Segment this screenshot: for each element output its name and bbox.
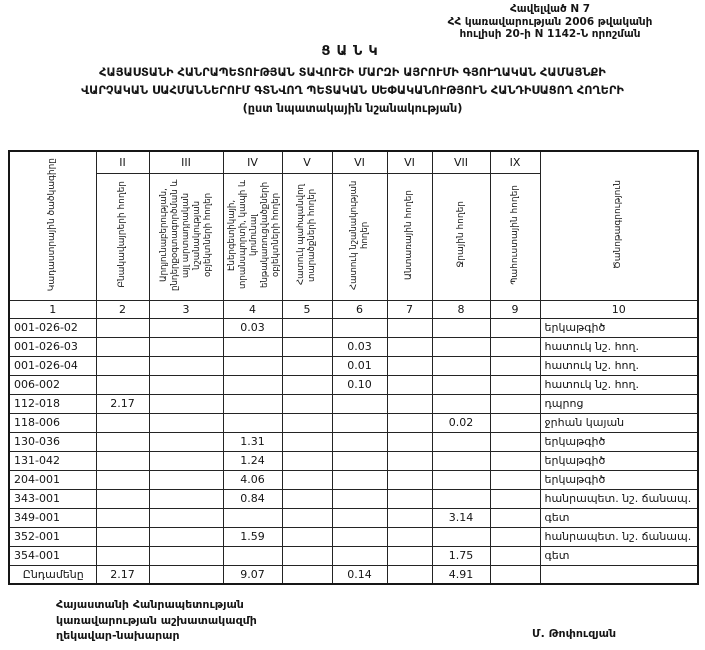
forest-lands-label: Անտառային հողեր <box>404 189 414 280</box>
area-value-cell-col8 <box>432 527 490 546</box>
cadastral-code-cell: 343-001 <box>9 489 96 508</box>
area-value-cell-col7 <box>387 546 432 565</box>
area-value-cell-col6 <box>332 470 387 489</box>
area-value-cell-col3 <box>149 432 223 451</box>
area-value-cell-col5 <box>282 565 332 584</box>
table-row <box>9 375 698 394</box>
column-number-2: 2 <box>96 300 149 318</box>
area-value-cell-col7 <box>387 394 432 413</box>
note-header-label: Ծանոթագրություն <box>613 179 624 269</box>
signatory-line-1: Հայաստանի Հանրապետության <box>56 598 244 611</box>
area-value-cell-col3 <box>149 508 223 527</box>
area-value-cell-col7 <box>387 337 432 356</box>
roman-numeral-col2: II <box>96 151 149 173</box>
appendix-line-3: հուլիսի 20-ի N 1142-Ն որոշման <box>459 28 641 40</box>
area-value-cell-col6 <box>332 508 387 527</box>
cadastral-code-cell: 006-002 <box>9 375 96 394</box>
water-lands-label: Ջրային հողեր <box>455 201 466 268</box>
area-value-cell-col5 <box>282 527 332 546</box>
reserve-lands-label: Պահուստային հողեր <box>509 184 520 285</box>
area-value-cell-col8 <box>432 489 490 508</box>
area-value-cell-col4: 0.03 <box>223 318 282 337</box>
cadastral-code-cell: 112-018 <box>9 394 96 413</box>
area-value-cell-col6 <box>332 394 387 413</box>
page-title: ՑԱՆԿ <box>321 44 384 59</box>
cadastral-code-cell: 001-026-02 <box>9 318 96 337</box>
note-cell: երկաթգիծ <box>540 470 698 489</box>
column-number-8: 8 <box>432 300 490 318</box>
table-row <box>9 318 698 337</box>
area-value-cell-col3 <box>149 356 223 375</box>
roman-numeral-col7: VI <box>387 151 432 173</box>
area-value-cell-col4 <box>223 546 282 565</box>
roman-numeral-col8: VII <box>432 151 490 173</box>
signatory-block <box>56 597 257 644</box>
area-value-cell-col4 <box>223 356 282 375</box>
area-value-cell-col6: 0.14 <box>332 565 387 584</box>
note-cell: հանրապետ. նշ. ճանապ. <box>540 489 698 508</box>
area-value-cell-col5 <box>282 318 332 337</box>
area-value-cell-col8: 1.75 <box>432 546 490 565</box>
area-value-cell-col6: 0.10 <box>332 375 387 394</box>
roman-numeral-col6: VI <box>332 151 387 173</box>
area-value-cell-col5 <box>282 470 332 489</box>
area-value-cell-col2 <box>96 527 149 546</box>
column-header-reserve-lands <box>490 173 540 300</box>
cadastral-code-cell: 118-006 <box>9 413 96 432</box>
column-number-1: 1 <box>9 300 96 318</box>
area-value-cell-col5 <box>282 489 332 508</box>
area-value-cell-col5 <box>282 508 332 527</box>
area-value-cell-col6 <box>332 413 387 432</box>
area-value-cell-col6 <box>332 432 387 451</box>
area-value-cell-col2 <box>96 318 149 337</box>
area-value-cell-col4: 1.24 <box>223 451 282 470</box>
area-value-cell-col8 <box>432 432 490 451</box>
area-value-cell-col9 <box>490 565 540 584</box>
column-header-settlement-lands <box>96 173 149 300</box>
table-row <box>9 413 698 432</box>
area-value-cell-col2: 2.17 <box>96 565 149 584</box>
note-cell: երկաթգիծ <box>540 451 698 470</box>
area-value-cell-col3 <box>149 470 223 489</box>
cadastral-code-cell: 001-026-03 <box>9 337 96 356</box>
area-value-cell-col9 <box>490 508 540 527</box>
area-value-cell-col2 <box>96 546 149 565</box>
area-value-cell-col2 <box>96 337 149 356</box>
settlement-lands-label: Բնակավայրերի հողեր <box>117 181 127 288</box>
area-value-cell-col9 <box>490 546 540 565</box>
area-value-cell-col9 <box>490 413 540 432</box>
area-value-cell-col7 <box>387 508 432 527</box>
area-value-cell-col7 <box>387 489 432 508</box>
area-value-cell-col8: 3.14 <box>432 508 490 527</box>
table-row <box>9 527 698 546</box>
area-value-cell-col4 <box>223 508 282 527</box>
area-value-cell-col5 <box>282 451 332 470</box>
area-value-cell-col2 <box>96 432 149 451</box>
column-number-6: 6 <box>332 300 387 318</box>
area-value-cell-col7 <box>387 470 432 489</box>
area-value-cell-col3 <box>149 546 223 565</box>
area-value-cell-col2: 2.17 <box>96 394 149 413</box>
area-value-cell-col3 <box>149 413 223 432</box>
area-value-cell-col5 <box>282 413 332 432</box>
area-value-cell-col5 <box>282 356 332 375</box>
cadastral-code-cell: 001-026-04 <box>9 356 96 375</box>
area-value-cell-col8 <box>432 451 490 470</box>
area-value-cell-col6 <box>332 527 387 546</box>
roman-numeral-col5: V <box>282 151 332 173</box>
cadastral-code-cell: 131-042 <box>9 451 96 470</box>
column-header-industrial-lands <box>149 173 223 300</box>
column-header-note <box>540 151 698 300</box>
table-row <box>9 508 698 527</box>
area-value-cell-col6 <box>332 489 387 508</box>
area-value-cell-col8 <box>432 337 490 356</box>
area-value-cell-col6: 0.01 <box>332 356 387 375</box>
area-value-cell-col3 <box>149 375 223 394</box>
area-value-cell-col8 <box>432 394 490 413</box>
area-value-cell-col2 <box>96 413 149 432</box>
column-header-special-purpose-lands <box>332 173 387 300</box>
area-value-cell-col3 <box>149 489 223 508</box>
column-number-3: 3 <box>149 300 223 318</box>
industrial-lands-label: Արդյունաբերության, ընդերքօգտագործման և այլ արտադրական նշանակության օբյեկտների հողեր <box>158 178 213 291</box>
area-value-cell-col9 <box>490 394 540 413</box>
area-value-cell-col4 <box>223 394 282 413</box>
cadastral-code-header-label: Կադաստրային ծածկագիրը <box>47 157 58 291</box>
note-cell: դպրոց <box>540 394 698 413</box>
signatory-line-3: ղեկավար-նախարար <box>56 629 180 642</box>
area-value-cell-col4: 1.31 <box>223 432 282 451</box>
column-header-forest-lands <box>387 173 432 300</box>
cadastral-code-cell: 354-001 <box>9 546 96 565</box>
cadastral-code-cell: 349-001 <box>9 508 96 527</box>
area-value-cell-col3 <box>149 527 223 546</box>
table-row <box>9 451 698 470</box>
note-cell: գետ <box>540 508 698 527</box>
area-value-cell-col6: 0.03 <box>332 337 387 356</box>
roman-numeral-row <box>9 151 698 173</box>
area-value-cell-col8 <box>432 375 490 394</box>
roman-numeral-col4: IV <box>223 151 282 173</box>
note-cell: հատուկ նշ. հող. <box>540 356 698 375</box>
cadastral-code-cell: 204-001 <box>9 470 96 489</box>
cadastral-code-cell: 352-001 <box>9 527 96 546</box>
appendix-line-2: ՀՀ կառավարության 2006 թվականի <box>447 15 653 28</box>
table-row <box>9 394 698 413</box>
column-number-7: 7 <box>387 300 432 318</box>
column-header-protected-lands <box>282 173 332 300</box>
area-value-cell-col9 <box>490 318 540 337</box>
column-number-9: 9 <box>490 300 540 318</box>
area-value-cell-col4: 1.59 <box>223 527 282 546</box>
table-row <box>9 470 698 489</box>
area-value-cell-col9 <box>490 470 540 489</box>
table-row <box>9 356 698 375</box>
area-value-cell-col4: 0.84 <box>223 489 282 508</box>
area-value-cell-col5 <box>282 337 332 356</box>
area-value-cell-col8 <box>432 356 490 375</box>
area-value-cell-col8: 4.91 <box>432 565 490 584</box>
table-row <box>9 546 698 565</box>
area-value-cell-col7 <box>387 451 432 470</box>
area-value-cell-col8 <box>432 318 490 337</box>
area-value-cell-col7 <box>387 375 432 394</box>
area-value-cell-col3 <box>149 337 223 356</box>
area-value-cell-col9 <box>490 489 540 508</box>
area-value-cell-col2 <box>96 356 149 375</box>
note-cell: հատուկ նշ. հող. <box>540 337 698 356</box>
area-value-cell-col2 <box>96 451 149 470</box>
total-row-label: Ընդամենը <box>9 565 96 584</box>
note-cell: երկաթգիծ <box>540 318 698 337</box>
area-value-cell-col4: 4.06 <box>223 470 282 489</box>
area-value-cell-col5 <box>282 432 332 451</box>
column-number-4: 4 <box>223 300 282 318</box>
column-header-cadastral-code <box>9 151 96 300</box>
note-cell: հատուկ նշ. հող. <box>540 375 698 394</box>
area-value-cell-col5 <box>282 546 332 565</box>
note-cell <box>540 565 698 584</box>
subtitle-line-1: ՀԱՅԱՍՏԱՆԻ ՀԱՆՐԱՊԵՏՈՒԹՅԱՆ ՏԱՎՈՒՇԻ ՄԱՐԶԻ ԱՅՐՈՒՄԻ ԳՅՈՒՂԱԿԱՆ ՀԱՄԱՅՆՔԻ <box>99 66 606 79</box>
land-parcels-table <box>8 150 699 585</box>
column-number-10: 10 <box>540 300 698 318</box>
appendix-line-1: Հավելված N 7 <box>509 3 591 15</box>
area-value-cell-col4 <box>223 337 282 356</box>
table-row <box>9 432 698 451</box>
note-cell: գետ <box>540 546 698 565</box>
area-value-cell-col6 <box>332 318 387 337</box>
area-value-cell-col9 <box>490 451 540 470</box>
column-header-energy-transport-lands <box>223 173 282 300</box>
area-value-cell-col9 <box>490 337 540 356</box>
appendix-reference <box>415 3 685 41</box>
signatory-line-2: կառավարության աշխատակազմի <box>56 613 257 627</box>
subtitle-line-2: ՎԱՐՉԱԿԱՆ ՍԱՀՄԱՆՆԵՐՈՒՄ ԳՏՆՎՈՂ ՊԵՏԱԿԱՆ ՍԵՓԱԿԱՆՈՒԹՅՈՒՆ ՀԱՆԴԻՍԱՑՈՂ ՀՈՂԵՐԻ <box>81 84 624 97</box>
area-value-cell-col5 <box>282 375 332 394</box>
column-number-row <box>9 300 698 318</box>
page-subtitle <box>0 64 705 118</box>
special-purpose-lands-label: Հատուկ նշանակության հողեր <box>348 179 370 290</box>
cadastral-code-cell: 130-036 <box>9 432 96 451</box>
table-row <box>9 337 698 356</box>
area-value-cell-col2 <box>96 508 149 527</box>
protected-lands-label: Հատուկ պահպանվող տարածքների հողեր <box>296 184 317 285</box>
land-table-body <box>9 318 698 584</box>
area-value-cell-col7 <box>387 527 432 546</box>
area-value-cell-col7 <box>387 565 432 584</box>
note-cell: երկաթգիծ <box>540 432 698 451</box>
area-value-cell-col9 <box>490 527 540 546</box>
area-value-cell-col2 <box>96 375 149 394</box>
area-value-cell-col8 <box>432 470 490 489</box>
area-value-cell-col3 <box>149 451 223 470</box>
column-number-5: 5 <box>282 300 332 318</box>
area-value-cell-col4 <box>223 375 282 394</box>
area-value-cell-col5 <box>282 394 332 413</box>
area-value-cell-col3 <box>149 565 223 584</box>
area-value-cell-col7 <box>387 413 432 432</box>
area-value-cell-col6 <box>332 451 387 470</box>
table-header <box>9 151 698 318</box>
roman-numeral-col9: IX <box>490 151 540 173</box>
table-row <box>9 489 698 508</box>
area-value-cell-col7 <box>387 356 432 375</box>
area-value-cell-col3 <box>149 394 223 413</box>
area-value-cell-col8: 0.02 <box>432 413 490 432</box>
area-value-cell-col6 <box>332 546 387 565</box>
area-value-cell-col9 <box>490 432 540 451</box>
total-row <box>9 565 698 584</box>
area-value-cell-col9 <box>490 356 540 375</box>
energy-transport-lands-label: Էներգետիկայի, տրանսպորտի, կապի և կոմունալ ենթակառուցվածքների օբյեկտների հողեր <box>226 180 281 289</box>
area-value-cell-col4: 9.07 <box>223 565 282 584</box>
column-header-water-lands <box>432 173 490 300</box>
area-value-cell-col2 <box>96 489 149 508</box>
area-value-cell-col7 <box>387 318 432 337</box>
area-value-cell-col4 <box>223 413 282 432</box>
note-cell: ջրհան կայան <box>540 413 698 432</box>
area-value-cell-col3 <box>149 318 223 337</box>
area-value-cell-col2 <box>96 470 149 489</box>
signature-name: Մ. Թոփուզյան <box>532 627 617 640</box>
area-value-cell-col7 <box>387 432 432 451</box>
roman-numeral-col3: III <box>149 151 223 173</box>
subtitle-line-3: (ըստ նպատակային նշանակության) <box>242 102 463 115</box>
note-cell: հանրապետ. նշ. ճանապ. <box>540 527 698 546</box>
area-value-cell-col9 <box>490 375 540 394</box>
